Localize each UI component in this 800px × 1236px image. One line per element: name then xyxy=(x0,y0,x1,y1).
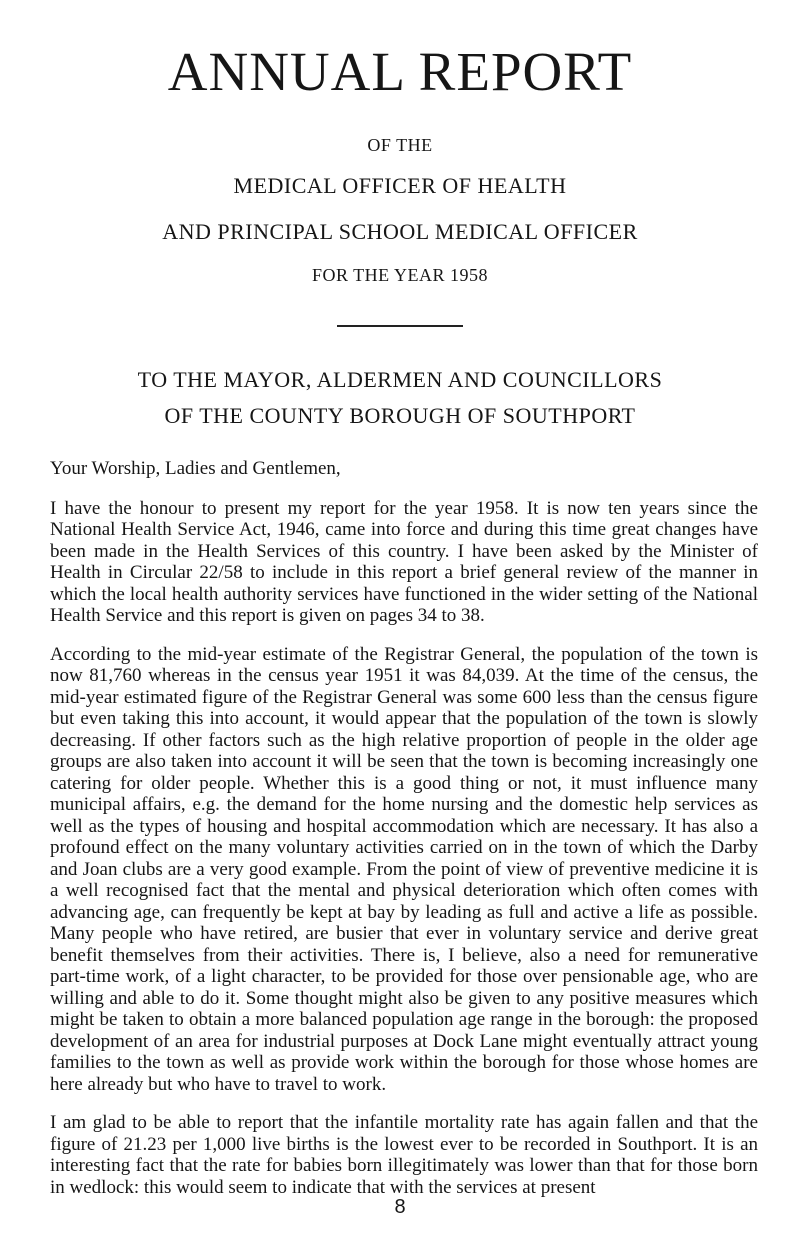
heading-line-year: FOR THE YEAR 1958 xyxy=(311,265,488,285)
report-body xyxy=(50,458,758,1215)
report-title: ANNUAL REPORT xyxy=(167,41,633,102)
heading-line-school-medical-officer: AND PRINCIPAL SCHOOL MEDICAL OFFICER xyxy=(162,219,638,244)
heading-line-medical-officer: MEDICAL OFFICER OF HEALTH xyxy=(233,173,567,198)
paragraph-population: According to the mid-year estimate of the Registrar General, the population of the town is now 81,760 whereas in the census year 1951 it was 84,039. At the time of the census, the mid-year estimated figure of the Registrar General was some 600 less than the census figure but even taking this into account, it would appear that the population of the town is slowly decreasing. If other factors such as the high relative proportion of people in the older age groups are also taken into account it will be seen that the town is becoming increasingly one catering for older people. Whether this is a good thing or not, it must influence many municipal affairs, e.g. the demand for the home nursing and the domestic help services as well as the types of housing and hospital accommodation which are necessary. It has also a profound effect on the many voluntary activities carried on in the town of which the Darby and Joan clubs are a very good example. From the point of view of preventive medicine it is a well recognised fact that the mental and physical deterioration which often comes with advancing age, can frequently be kept at bay by leading as full and active a life as possible. Many people who have retired, are busier that ever in voluntary service and derive great benefit themselves from their activities. There is, I believe, also a need for remunerative part-time work, of a light character, to be provided for those over pensionable age, who are willing and able to do it. Some thought might also be given to any positive measures which might be taken to obtain a more balanced population age range in the borough: the proposed development of an area for industrial purposes at Dock Lane might eventually attract young families to the town as well as provide work within the borough for those whose homes are here already but who have to travel to work. xyxy=(50,643,758,1095)
address-line-2: OF THE COUNTY BOROUGH OF SOUTHPORT xyxy=(164,403,636,428)
salutation: Your Worship, Ladies and Gentlemen, xyxy=(50,458,341,479)
section-divider xyxy=(337,325,463,327)
paragraph-intro: I have the honour to present my report for the year 1958. It is now ten years since the National Health Service Act, 1946, came into force and during this time great changes have been made in the Health Services of this country. I have been asked by the Minister of Health in Circular 22/58 to include in this report a brief general review of the manner in which the local health authority services have functioned in the wider setting of the National Health Service and this report is given on pages 34 to 38. xyxy=(50,497,758,626)
heading-line-of-the: OF THE xyxy=(367,135,433,155)
page-number: 8 xyxy=(394,1196,406,1218)
paragraph-infant-mortality: I am glad to be able to report that the infantile mortality rate has again fallen and that the figure of 21.23 per 1,000 live births is the lowest ever to be recorded in Southport. It is an interesting fact that the rate for babies born illegitimately was lower than that for those born in wedlock: this would seem to indicate that with the services at present xyxy=(50,1112,758,1198)
address-line-1: TO THE MAYOR, ALDERMEN AND COUNCILLORS xyxy=(137,367,663,392)
